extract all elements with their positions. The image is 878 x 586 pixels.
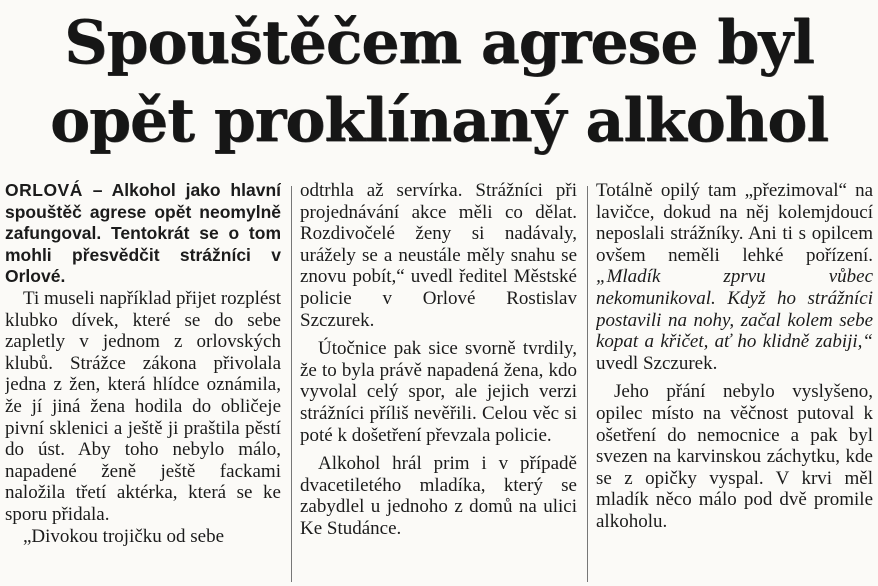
paragraph: Jeho přání nebylo vyslyšeno, opilec místo na věčnost putoval k ošetření do nemocnice a pak byl svezen na karvinskou záchytku, kde se z opičky vyspal. V krvi měl mladík něco málo pod dvě promile alkoholu.: [596, 381, 873, 532]
headline-line-1: Spouštěčem agrese byl: [64, 8, 814, 78]
column-divider-1: [291, 186, 292, 582]
paragraph: [596, 180, 873, 374]
paragraph: odtrhla až servírka. Strážníci při projednávání akce měli co dělat. Rozdivočelé ženy si nadávaly, urážely se a neustále měly snahu se znovu pobít,“ uvedl ředitel Městské policie v Orlové Rostislav Szczurek.: [300, 180, 577, 331]
quote-text: „Mladík zprvu vůbec nekomunikoval. Když ho strážníci postavili na nohy, začal kolem sebe kopat a křičet, ať ho klidně zabiji,“: [596, 266, 873, 353]
headline: [0, 4, 878, 160]
paragraph-text: Totálně opilý tam „přezimoval“ na lavičce, dokud na něj kolemjdoucí neposlali strážníky. Ani ti s opilcem ovšem neměli lehké pořízení.: [596, 180, 873, 266]
paragraph: Alkohol hrál prim i v případě dvacetiletého mladíka, který se zabydlel u jednoho z domů na ulici Ke Studánce.: [300, 453, 577, 539]
column-divider-2: [587, 186, 588, 582]
article-column-3: [596, 180, 873, 584]
lead-text: – Alkohol jako hlavní spouštěč agrese opět neomylně zafungoval. Tentokrát se o tom mohli přesvědčit strážníci v Orlové.: [5, 180, 281, 287]
paragraph-text: uvedl Szczurek.: [596, 352, 718, 374]
article-lead: [5, 180, 281, 288]
dateline: ORLOVÁ: [5, 180, 83, 200]
article-column-2: [300, 180, 577, 584]
paragraph: Útočnice pak sice svorně tvrdily, že to byla právě napadená žena, kdo vyvolal celý spor, ale jejich verzi strážníci příliš nevěřili. Celou věc si poté k došetření převzala policie.: [300, 338, 577, 446]
paragraph: Ti museli například přijet rozplést klubko dívek, které se do sebe zapletly v jednom z orlovských klubů. Strážce zákona přivolala jedna z žen, která hlídce oznámila, že jí jiná žena hodila do obličeje pivní sklenici a ještě ji praštila pěstí do úst. Aby toho nebylo málo, napadené ženě ještě fackami naložila třetí aktérka, která se ke sporu přidala.: [5, 287, 281, 525]
article-column-1: [5, 180, 281, 584]
headline-line-2: opět proklínaný alkohol: [49, 86, 829, 156]
paragraph: „Divokou trojičku od sebe: [23, 525, 225, 547]
